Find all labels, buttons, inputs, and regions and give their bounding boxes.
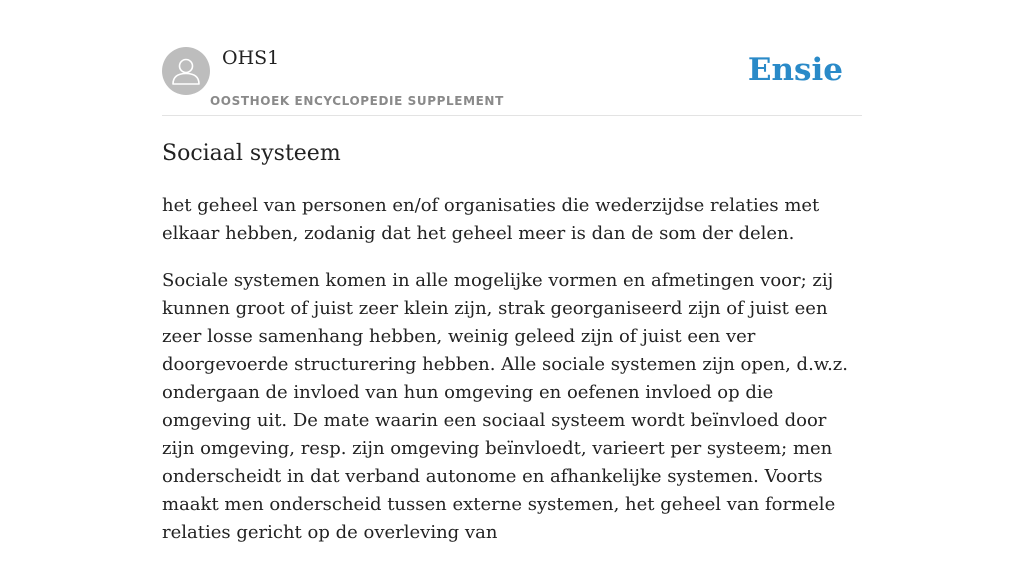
source-label: OOSTHOEK ENCYCLOPEDIE SUPPLEMENT	[210, 94, 504, 108]
author-avatar[interactable]	[162, 47, 210, 95]
article-header	[162, 0, 862, 116]
author-name[interactable]: OHS1	[222, 47, 280, 69]
article-title: Sociaal systeem	[162, 141, 341, 166]
article-body	[162, 192, 862, 566]
user-silhouette-icon	[162, 47, 210, 95]
body-paragraph: Sociale systemen komen in alle mogelijke vormen en afmetingen voor; zij kunnen groot of juist zeer klein zijn, strak georganiseerd zijn of juist een zeer losse samenhang hebben, weinig geleed zijn of juist een ver doorgevoerde structurering hebben. Alle sociale systemen zijn open, d.w.z. ondergaan de invloed van hun omgeving en oefenen invloed op die omgeving uit. De mate waarin een sociaal systeem wordt beïnvloed door zijn omgeving, resp. zijn omgeving beïnvloedt, varieert per systeem; men onderscheidt in dat verband autonome en afhankelijke systemen. Voorts maakt men onderscheid tussen externe systemen, het geheel van formele relaties gericht op de overleving van	[162, 270, 848, 543]
definition-paragraph: het geheel van personen en/of organisaties die wederzijdse relaties met elkaar hebben, zodanig dat het geheel meer is dan de som der delen.	[162, 195, 820, 244]
ensie-logo[interactable]: Ensie	[747, 52, 843, 88]
